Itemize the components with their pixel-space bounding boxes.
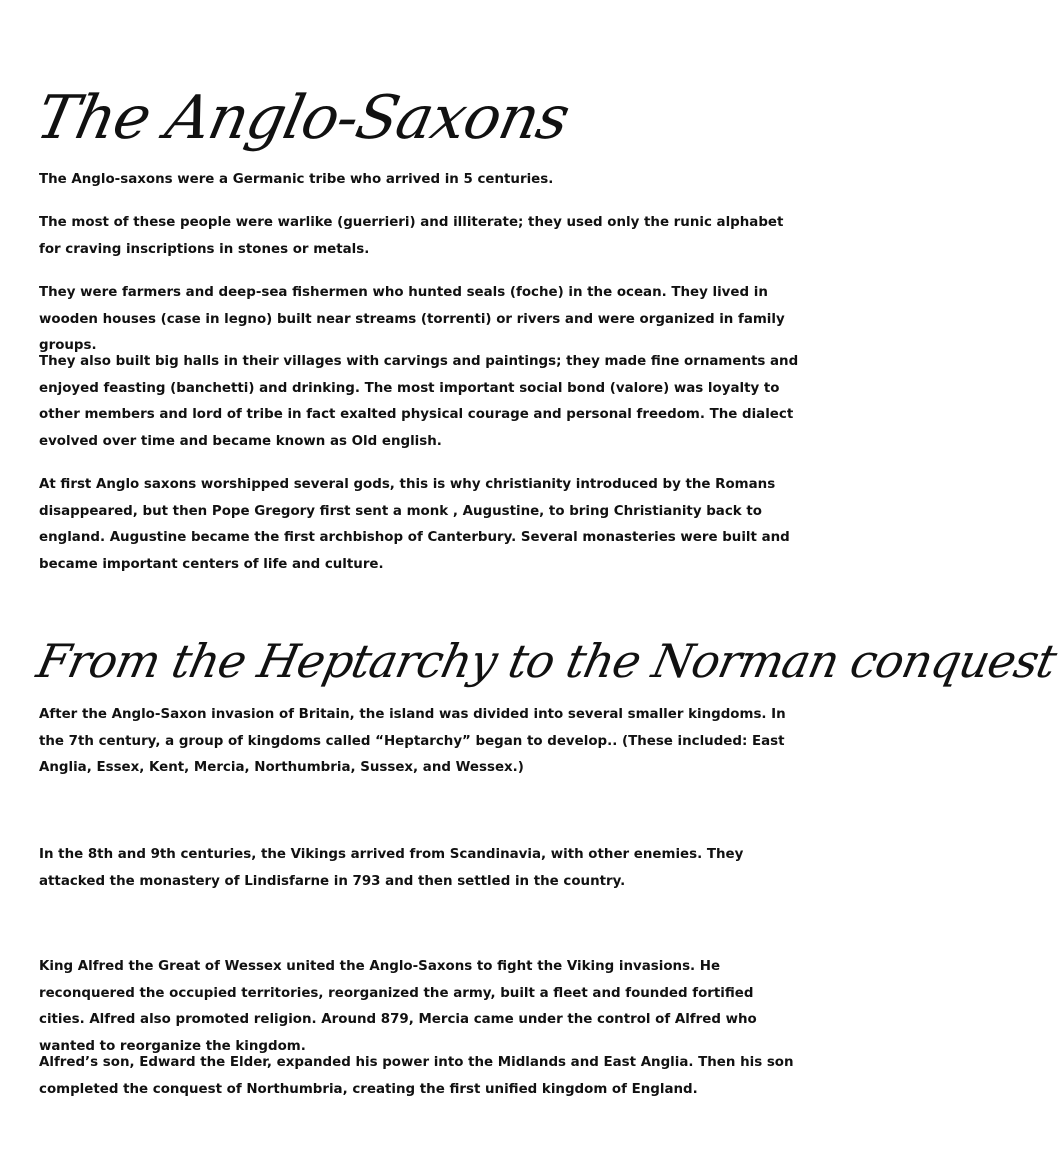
paragraph: At first Anglo saxons worshipped several gods, this is why christianity introduced by the Romans disappeared, but then Pope Gregory first sent a monk , Augustine, to bring Christianity back to england. Augustine became the first archbishop of Canterbury. Several monasteries were built and became important centers of life and culture. [39,477,790,572]
section-title-heptarchy: From the Heptarchy to the Norman conquest [32,634,1061,688]
paragraph: The Anglo-saxons were a Germanic tribe who arrived in 5 centuries. [39,172,554,187]
paragraph: Alfred’s son, Edward the Elder, expanded his power into the Midlands and East Anglia. Then his son completed the conquest of Northumbria, creating the first unified kingdom of England. [39,1055,794,1097]
paragraph: They were farmers and deep-sea fishermen who hunted seals (foche) in the ocean. They lived in wooden houses (case in legno) built near streams (torrenti) or rivers and were organized in family groups. [39,285,785,353]
paragraph: King Alfred the Great of Wessex united the Anglo-Saxons to fight the Viking invasions. He reconquered the occupied territories, reorganized the army, built a fleet and founded fortified cities. Alfred also promoted religion. Around 879, Mercia came under the control of Alfred who wanted to reorganize the kingdom. [39,959,757,1054]
paragraph: The most of these people were warlike (guerrieri) and illiterate; they used only the runic alphabet for craving inscriptions in stones or metals. [39,215,784,257]
paragraph: After the Anglo-Saxon invasion of Britain, the island was divided into several smaller kingdoms. In the 7th century, a group of kingdoms called “Heptarchy” began to develop.. (These included: East Anglia, Essex, Kent, Mercia, Northumbria, Sussex, and Wessex.) [39,707,786,775]
paragraph: In the 8th and 9th centuries, the Vikings arrived from Scandinavia, with other enemies. They attacked the monastery of Lindisfarne in 793 and then settled in the country. [39,847,744,889]
paragraph: They also built big halls in their villages with carvings and paintings; they made fine ornaments and enjoyed feasting (banchetti) and drinking. The most important social bond (valore) was loyalty to other members and lord of tribe in fact exalted physical courage and personal freedom. The dialect evolved over time and became known as Old english. [39,354,799,449]
section-title-anglo-saxons: The Anglo-Saxons [30,83,575,153]
